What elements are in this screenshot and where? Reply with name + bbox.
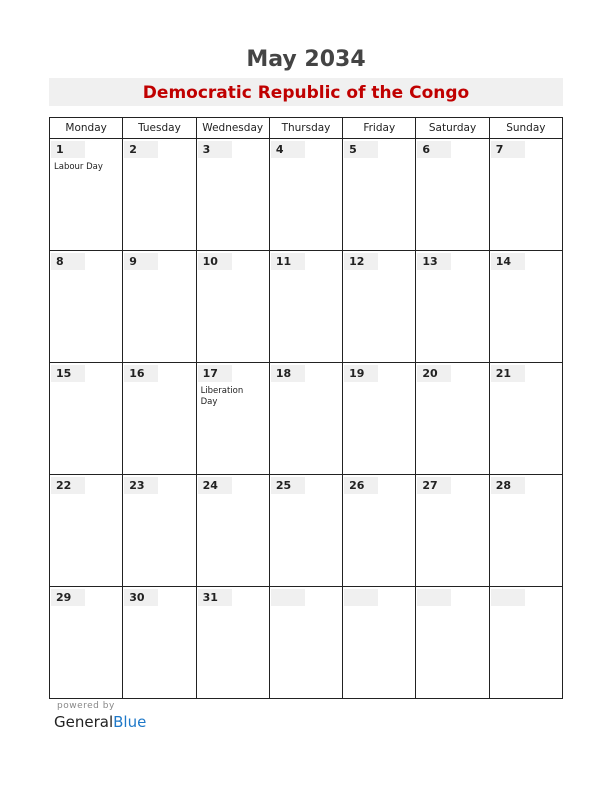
calendar-grid bbox=[49, 117, 563, 699]
day-number: 1 bbox=[51, 141, 85, 158]
day-number: 6 bbox=[417, 141, 451, 158]
day-cell bbox=[50, 475, 123, 587]
day-cell bbox=[269, 139, 342, 251]
weekday-header: Friday bbox=[343, 118, 416, 139]
day-cell bbox=[489, 587, 562, 699]
day-cell bbox=[196, 475, 269, 587]
day-cell bbox=[489, 363, 562, 475]
day-number: 2 bbox=[124, 141, 158, 158]
day-number: 11 bbox=[271, 253, 305, 270]
day-number: 19 bbox=[344, 365, 378, 382]
day-cell bbox=[196, 139, 269, 251]
weekday-header: Thursday bbox=[269, 118, 342, 139]
day-cell bbox=[123, 475, 196, 587]
week-row bbox=[50, 363, 563, 475]
day-number: 12 bbox=[344, 253, 378, 270]
generalblue-logo[interactable] bbox=[54, 713, 146, 731]
day-number-empty bbox=[491, 589, 525, 606]
day-number: 23 bbox=[124, 477, 158, 494]
day-cell bbox=[343, 475, 416, 587]
day-cell bbox=[123, 139, 196, 251]
day-cell bbox=[416, 363, 489, 475]
day-cell bbox=[196, 587, 269, 699]
day-number: 8 bbox=[51, 253, 85, 270]
day-cell bbox=[489, 475, 562, 587]
day-cell bbox=[269, 251, 342, 363]
week-row bbox=[50, 475, 563, 587]
week-row bbox=[50, 139, 563, 251]
day-cell bbox=[50, 587, 123, 699]
day-number-empty bbox=[344, 589, 378, 606]
brand-blue: Blue bbox=[113, 713, 147, 731]
day-number: 24 bbox=[198, 477, 232, 494]
day-number: 21 bbox=[491, 365, 525, 382]
holiday-label: Liberation Day bbox=[200, 386, 244, 407]
day-number: 14 bbox=[491, 253, 525, 270]
day-number: 3 bbox=[198, 141, 232, 158]
day-cell bbox=[489, 251, 562, 363]
day-cell bbox=[269, 475, 342, 587]
week-row bbox=[50, 251, 563, 363]
day-cell bbox=[343, 363, 416, 475]
day-number: 30 bbox=[124, 589, 158, 606]
day-number: 29 bbox=[51, 589, 85, 606]
day-cell bbox=[343, 587, 416, 699]
day-cell bbox=[123, 363, 196, 475]
weekday-header: Tuesday bbox=[123, 118, 196, 139]
day-cell bbox=[416, 139, 489, 251]
day-number: 18 bbox=[271, 365, 305, 382]
weekday-header: Sunday bbox=[489, 118, 562, 139]
day-number: 22 bbox=[51, 477, 85, 494]
day-number: 17 bbox=[198, 365, 232, 382]
day-cell bbox=[123, 587, 196, 699]
day-cell bbox=[416, 251, 489, 363]
day-cell bbox=[489, 139, 562, 251]
day-number: 25 bbox=[271, 477, 305, 494]
week-row bbox=[50, 587, 563, 699]
day-number: 13 bbox=[417, 253, 451, 270]
powered-by-text: powered by bbox=[57, 701, 115, 711]
day-number: 20 bbox=[417, 365, 451, 382]
holiday-label: Labour Day bbox=[54, 162, 103, 172]
day-cell bbox=[416, 587, 489, 699]
day-number: 28 bbox=[491, 477, 525, 494]
day-cell bbox=[269, 363, 342, 475]
day-number: 9 bbox=[124, 253, 158, 270]
calendar-title: May 2034 bbox=[246, 47, 366, 72]
weekday-header: Monday bbox=[50, 118, 123, 139]
weekday-header: Wednesday bbox=[196, 118, 269, 139]
day-cell bbox=[416, 475, 489, 587]
day-number: 15 bbox=[51, 365, 85, 382]
day-number-empty bbox=[417, 589, 451, 606]
day-number-empty bbox=[271, 589, 305, 606]
day-number: 5 bbox=[344, 141, 378, 158]
country-name: Democratic Republic of the Congo bbox=[142, 83, 470, 103]
day-cell bbox=[123, 251, 196, 363]
brand-general: General bbox=[54, 713, 114, 731]
weekday-header-row bbox=[50, 118, 563, 139]
day-cell bbox=[343, 139, 416, 251]
day-cell bbox=[269, 587, 342, 699]
day-cell bbox=[196, 363, 269, 475]
weekday-header: Saturday bbox=[416, 118, 489, 139]
day-cell bbox=[343, 251, 416, 363]
day-number: 31 bbox=[198, 589, 232, 606]
day-cell bbox=[196, 251, 269, 363]
country-banner bbox=[49, 78, 563, 106]
day-number: 26 bbox=[344, 477, 378, 494]
day-number: 27 bbox=[417, 477, 451, 494]
day-cell bbox=[50, 251, 123, 363]
day-number: 10 bbox=[198, 253, 232, 270]
day-cell bbox=[50, 139, 123, 251]
day-number: 16 bbox=[124, 365, 158, 382]
day-cell bbox=[50, 363, 123, 475]
day-number: 4 bbox=[271, 141, 305, 158]
day-number: 7 bbox=[491, 141, 525, 158]
